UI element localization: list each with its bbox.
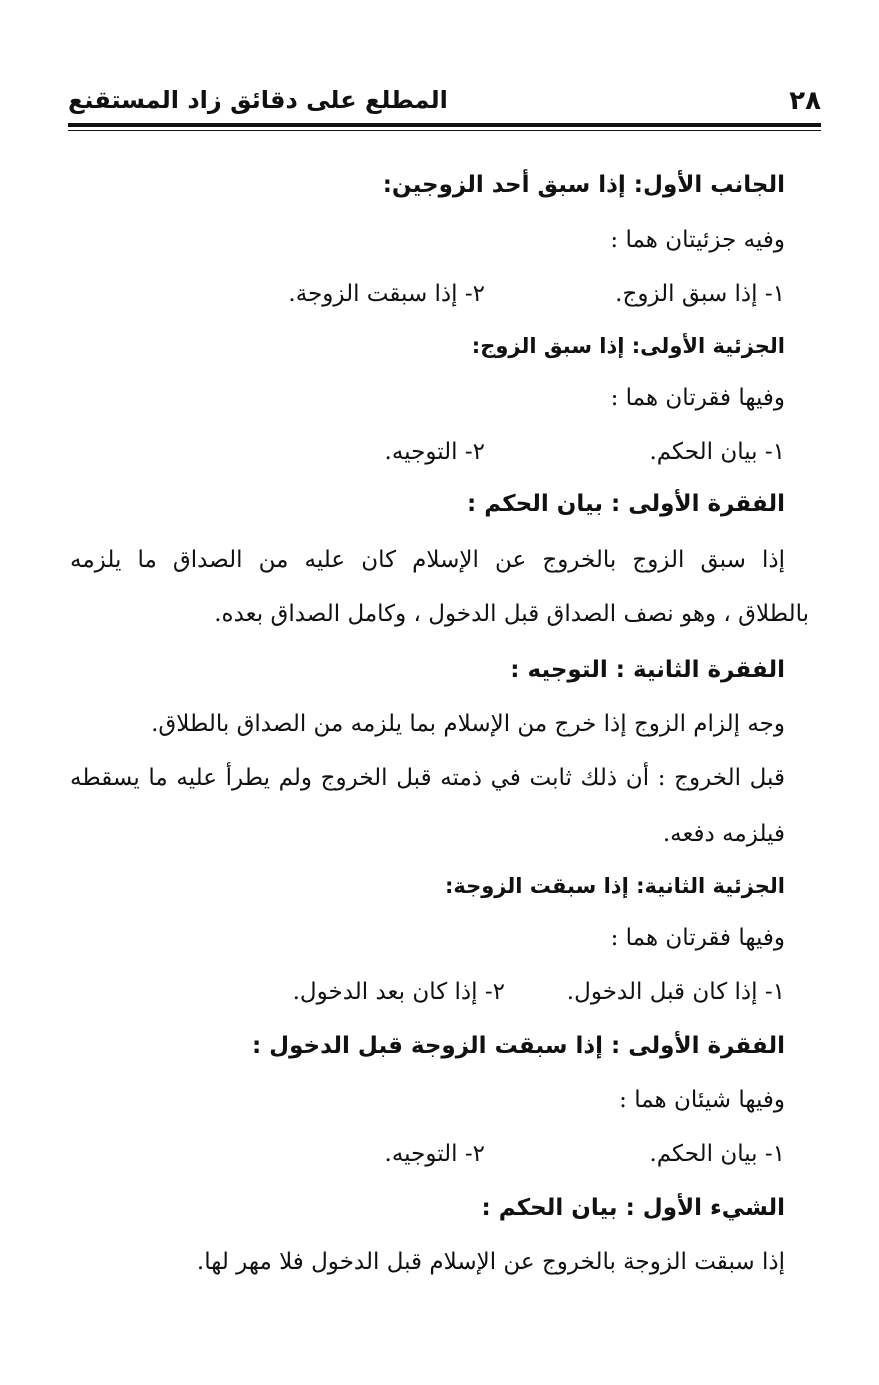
subsection-heading: الجزئية الأولى: إذا سبق الزوج:	[471, 334, 785, 358]
book-title: المطلع على دقائق زاد المستقنع	[68, 86, 448, 114]
body-text-line: وجه إلزام الزوج إذا خرج من الإسلام بما يلزمه من الصداق بالطلاق.	[151, 711, 785, 737]
enum-item-1: ١- بيان الحكم.	[649, 439, 785, 465]
enum-item-2: ٢- التوجيه.	[384, 439, 485, 465]
section-heading-first-side: الجانب الأول: إذا سبق أحد الزوجين:	[382, 172, 785, 198]
body-text-line: بالطلاق ، وهو نصف الصداق قبل الدخول ، وكامل الصداق بعده.	[214, 601, 809, 627]
enum-item-1: ١- إذا كان قبل الدخول.	[566, 979, 785, 1005]
running-header	[68, 86, 821, 122]
enum-item-2: ٢- إذا كان بعد الدخول.	[292, 979, 505, 1005]
enumeration-row	[170, 972, 785, 1012]
body-text-line: فيلزمه دفعه.	[662, 821, 785, 847]
paragraph-heading: الشيء الأول : بيان الحكم :	[481, 1195, 785, 1221]
paragraph-heading: الفقرة الأولى : بيان الحكم :	[467, 491, 785, 517]
subsection-heading: الجزئية الثانية: إذا سبقت الزوجة:	[444, 874, 785, 898]
intro-text: وفيها فقرتان هما :	[610, 385, 785, 411]
body-text-line: إذا سبقت الزوجة بالخروج عن الإسلام قبل الدخول فلا مهر لها.	[196, 1249, 785, 1275]
page-number: ٢٨	[789, 86, 821, 116]
header-rule-thick	[68, 123, 821, 127]
intro-text: وفيها فقرتان هما :	[610, 925, 785, 951]
body-text-line: قبل الخروج : أن ذلك ثابت في ذمته قبل الخروج ولم يطرأ عليه ما يسقطه	[70, 765, 785, 791]
paragraph-heading: الفقرة الأولى : إذا سبقت الزوجة قبل الدخول :	[251, 1033, 785, 1059]
enumeration-row	[150, 1134, 785, 1174]
enumeration-row	[150, 432, 785, 472]
enum-item-1: ١- إذا سبق الزوج.	[615, 281, 785, 307]
body-text-line: إذا سبق الزوج بالخروج عن الإسلام كان عليه من الصداق ما يلزمه	[70, 547, 785, 573]
enum-item-2: ٢- التوجيه.	[384, 1141, 485, 1167]
enum-item-1: ١- بيان الحكم.	[649, 1141, 785, 1167]
intro-text: وفيه جزئيتان هما :	[610, 227, 785, 253]
enumeration-row	[150, 274, 785, 314]
header-rule-thin	[68, 130, 821, 131]
enum-item-2: ٢- إذا سبقت الزوجة.	[288, 281, 485, 307]
paragraph-heading: الفقرة الثانية : التوجيه :	[510, 657, 785, 683]
intro-text: وفيها شيئان هما :	[619, 1087, 785, 1113]
